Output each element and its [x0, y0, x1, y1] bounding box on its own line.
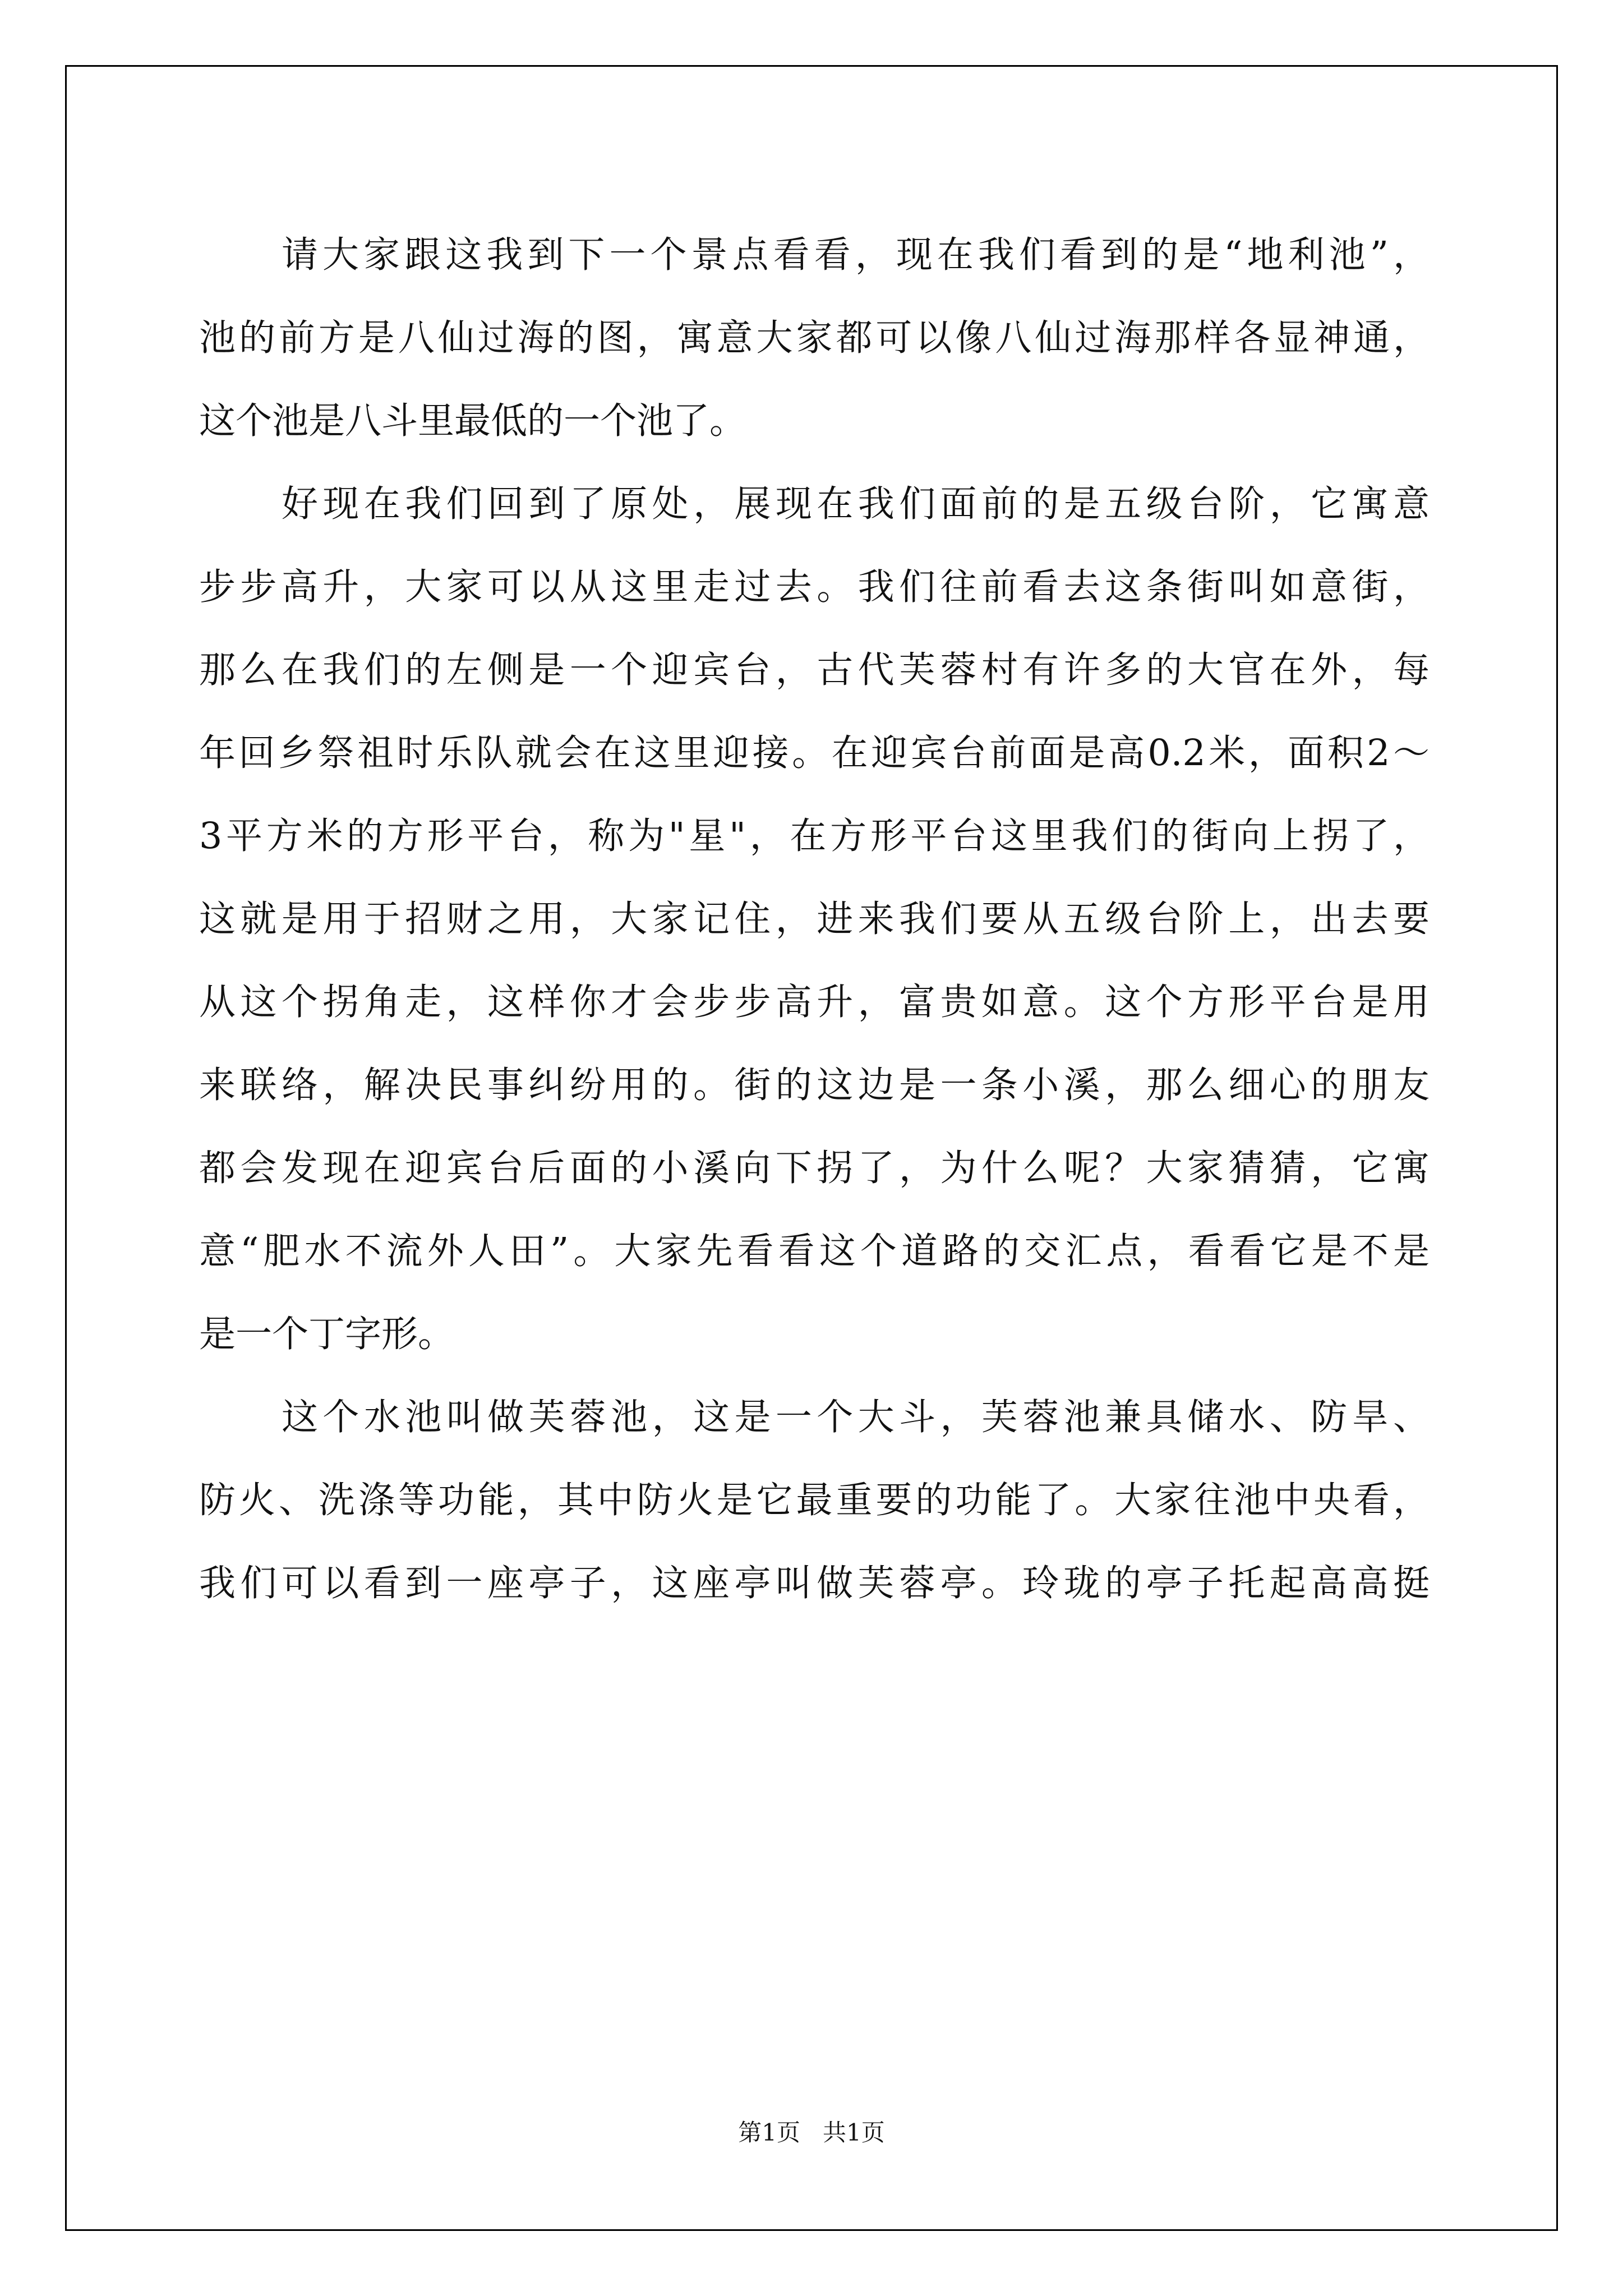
- text-line: 请大家跟这我到下一个景点看看，现在我们看到的是“地利池”，: [282, 234, 1430, 276]
- text-line: 都会发现在迎宾台后面的小溪向下拐了，为什么呢？大家猜猜，它寓: [199, 1147, 1430, 1189]
- text-line: 池的前方是八仙过海的图，寓意大家都可以像八仙过海那样各显神通，: [199, 317, 1430, 359]
- text-line: 来联络，解决民事纠纷用的。街的这边是一条小溪，那么细心的朋友: [199, 1064, 1430, 1106]
- document-body: [199, 214, 1430, 1625]
- text-line: 年回乡祭祖时乐队就会在这里迎接。在迎宾台前面是高0.2米，面积2～: [199, 732, 1430, 774]
- paragraph-1: [199, 214, 1430, 463]
- text-line: 是一个丁字形。: [199, 1313, 455, 1355]
- paragraph-3: [199, 1376, 1430, 1625]
- text-line: 从这个拐角走，这样你才会步步高升，富贵如意。这个方形平台是用: [199, 981, 1430, 1023]
- text-line: 这个水池叫做芙蓉池，这是一个大斗，芙蓉池兼具储水、防旱、: [282, 1396, 1430, 1438]
- text-line: 这个池是八斗里最低的一个池了。: [199, 400, 746, 442]
- text-line: 那么在我们的左侧是一个迎宾台，古代芙蓉村有许多的大官在外，每: [199, 649, 1430, 691]
- text-line: 我们可以看到一座亭子，这座亭叫做芙蓉亭。玲珑的亭子托起高高挺: [199, 1562, 1430, 1604]
- text-line: 这就是用于招财之用，大家记住，进来我们要从五级台阶上，出去要: [199, 898, 1430, 940]
- text-line: 好现在我们回到了原处，展现在我们面前的是五级台阶，它寓意: [282, 483, 1430, 525]
- text-line: 意“肥水不流外人田”。大家先看看这个道路的交汇点，看看它是不是: [199, 1230, 1430, 1272]
- text-line: 防火、洗涤等功能，其中防火是它最重要的功能了。大家往池中央看，: [199, 1479, 1430, 1521]
- paragraph-2: [199, 463, 1430, 1376]
- text-line: 步步高升，大家可以从这里走过去。我们往前看去这条街叫如意街，: [199, 566, 1430, 608]
- page-number-footer: 第1页 共1页: [738, 2119, 885, 2146]
- text-line: 3平方米的方形平台，称为"星"，在方形平台这里我们的街向上拐了，: [199, 815, 1430, 857]
